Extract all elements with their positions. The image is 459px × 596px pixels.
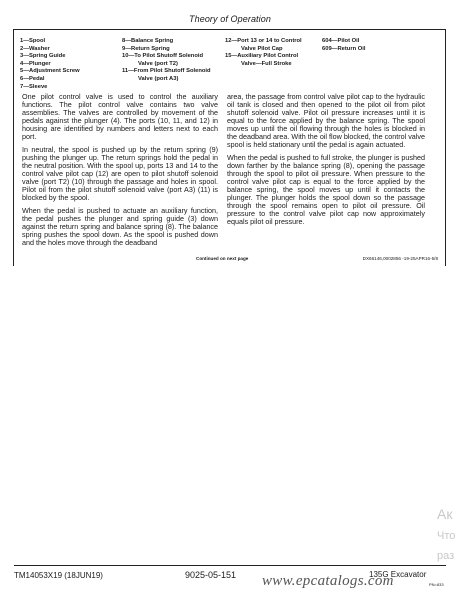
side-overlay-text: Что (437, 530, 456, 542)
footer-model: 135G Excavator (369, 570, 427, 579)
legend-item: 1—Spool (20, 38, 46, 44)
side-overlay-text: Ак (437, 506, 453, 522)
footer-pn: PN=833 (429, 582, 444, 587)
legend-item: 12—Port 13 or 14 to Control (225, 38, 302, 44)
paragraph: When the pedal is pushed to full stroke, the plunger is pushed down farther by the balance spring (8), opening the passage through the spool to pilot oil pressure. When pressure to the control valve pilot cap is equal to the force applied by the balance spring, the spool moves up until it contacts the plunger. The plunger holds the spool down so the passage through the spool remains open to pilot oil pressure. Oil pressure to the control valve pilot cap now approximately equals pilot oil pressure. (227, 153, 425, 226)
left-text-column (22, 93, 218, 252)
legend-item: Valve (port T2) (138, 60, 178, 67)
legend-item: 11—From Pilot Shutoff Solenoid (122, 68, 211, 75)
legend-item: 604—Pilot Oil (322, 38, 360, 44)
continued-note: Continued on next page (196, 256, 249, 261)
legend-item: 4—Plunger (20, 60, 51, 67)
header-rule (14, 29, 446, 30)
legend-item: 9—Return Spring (122, 45, 170, 52)
footer-rule (14, 565, 446, 566)
legend-item: 5—Adjustment Screw (20, 68, 80, 75)
document-code: DX66146,0002856 -19-25APR16-5/8 (362, 256, 438, 261)
legend-item: 7—Sleeve (20, 83, 48, 90)
footer-manual-id: TM14053X19 (18JUN19) (14, 571, 103, 580)
legend-item: 3—Spring Guide (20, 53, 66, 60)
legend-item: 8—Balance Spring (122, 38, 174, 44)
legend-item: Valve—Full Stroke (241, 60, 292, 67)
legend-column-2 (122, 38, 211, 84)
footer-page-number: 9025-05-151 (185, 570, 237, 580)
paragraph: When the pedal is pushed to actuate an auxiliary function, the pedal pushes the plunger and spring guide (3) down against the return spring and balance spring (8). The balance spring pushes the spool down. As the spool is pushed down and the holes move through the deadband (22, 206, 218, 247)
paragraph: area, the passage from control valve pilot cap to the hydraulic oil tank is closed and then opened to the pilot oil from pilot shutoff solenoid valve. Pilot oil pressure increases until it is equal to the force applied by the balance spring. The spool moves up until the oil flowing through the holes is blocked in the deadband area. With the oil flow blocked, the control valve spool is held stationary until the pedal is again actuated. (227, 92, 425, 149)
right-text-column (227, 93, 425, 231)
frame-right-line (445, 29, 446, 266)
legend-column-3 (225, 38, 302, 68)
frame-left-line (13, 29, 14, 266)
legend-item: 609—Return Oil (322, 45, 366, 52)
legend-item: Valve Pilot Cap (241, 45, 283, 52)
legend-column-1 (20, 38, 80, 91)
side-overlay-text: раз (437, 550, 455, 562)
legend-column-4 (322, 38, 366, 53)
site-watermark: www.epcatalogs.com (262, 573, 394, 589)
legend-item: 15—Auxiliary Pilot Control (225, 53, 299, 60)
paragraph: One pilot control valve is used to control the auxiliary functions. The pilot control valve contains two valve assemblies. The valves are controlled by movement of the pedals against the plunger (4). The ports (10, 11, and 12) in housing are identified by numbers and letters next to each port. (22, 92, 218, 141)
page-header-title: Theory of Operation (189, 14, 271, 24)
legend-item: 2—Washer (20, 45, 50, 52)
paragraph: In neutral, the spool is pushed up by the return spring (9) pushing the plunger up. The return springs hold the pedal in the neutral position. With the spool up, ports 13 and 14 to the control valve pilot cap (12) are open to pilot shutoff solenoid valve (port T2) (10) through the passage and holes in spool. Pilot oil from the pilot shutoff solenoid valve (port A3) (11) is blocked by the spool. (22, 145, 218, 202)
legend-item: 6—Pedal (20, 75, 45, 82)
legend-item: 10—To Pilot Shutoff Solenoid (122, 53, 204, 60)
legend-item: Valve (port A3) (138, 75, 179, 82)
